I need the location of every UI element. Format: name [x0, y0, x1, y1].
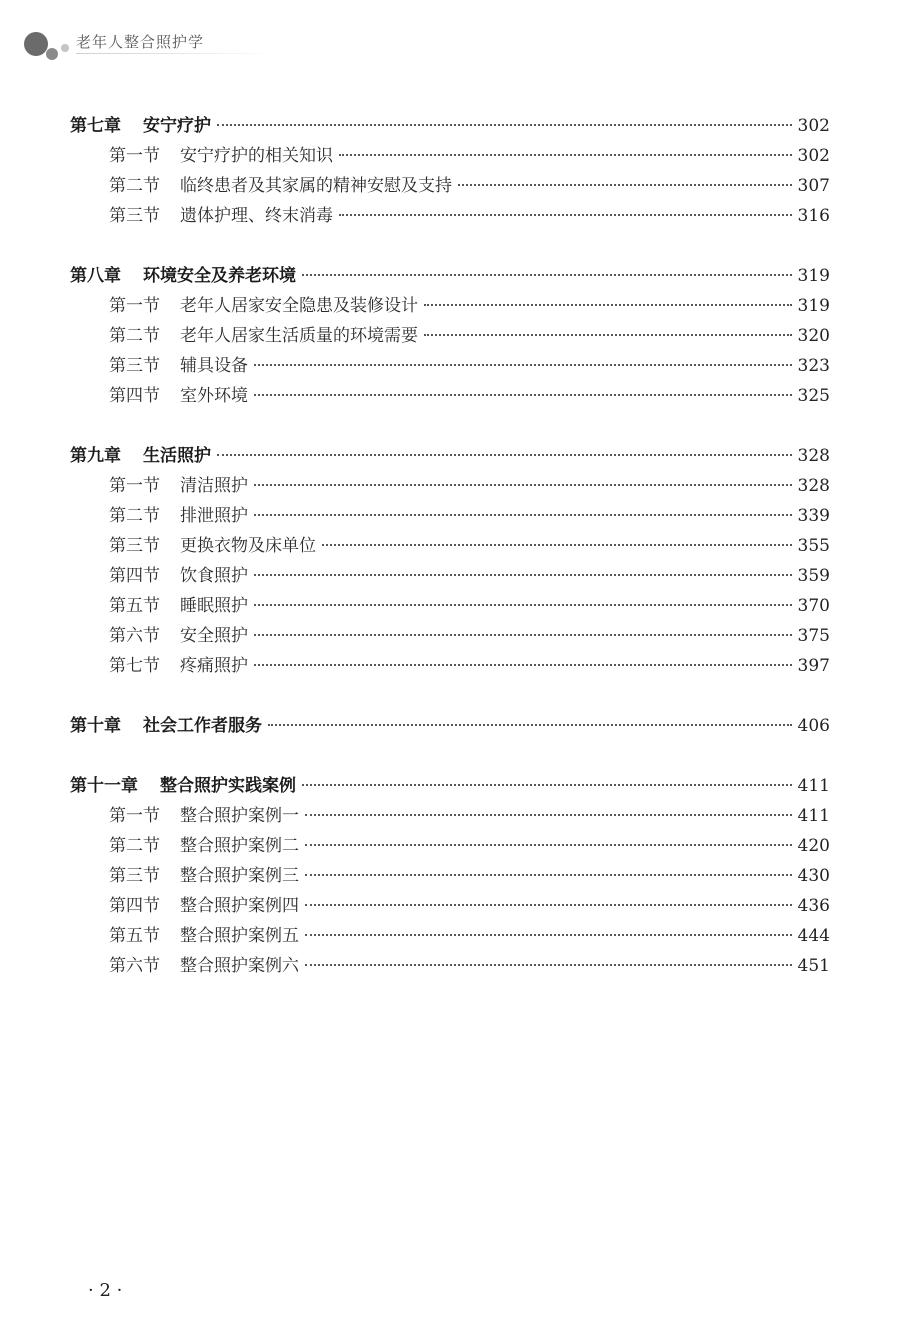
toc-chapter-entry[interactable] — [70, 711, 830, 741]
dot-leader — [305, 933, 792, 936]
header-rule — [76, 53, 276, 54]
section-number: 第五节 — [109, 926, 160, 946]
chapter-page: 319 — [797, 266, 830, 286]
dot-leader — [424, 333, 792, 336]
page-number: · 2 · — [88, 1280, 123, 1301]
section-page: 430 — [797, 866, 830, 886]
section-title: 整合照护案例二 — [180, 836, 299, 856]
chapter-number: 第九章 — [70, 446, 121, 466]
toc-chapter-entry[interactable] — [70, 261, 830, 291]
dot-leader — [305, 903, 792, 906]
dot-leader — [217, 453, 792, 456]
section-number: 第二节 — [109, 176, 160, 196]
section-page: 307 — [797, 176, 830, 196]
section-page: 302 — [797, 146, 830, 166]
section-page: 359 — [797, 566, 830, 586]
section-page: 451 — [797, 956, 830, 976]
toc-chapter-entry[interactable] — [70, 771, 830, 801]
toc-section-entry[interactable] — [70, 801, 830, 831]
dot-leader — [254, 603, 792, 606]
book-title: 老年人整合照护学 — [76, 33, 205, 51]
section-title: 遗体护理、终末消毒 — [180, 206, 333, 226]
section-number: 第四节 — [109, 896, 160, 916]
dot-leader — [254, 633, 792, 636]
toc-section-entry[interactable] — [70, 561, 830, 591]
chapter-number: 第十一章 — [70, 776, 138, 796]
toc-chapter-entry[interactable] — [70, 441, 830, 471]
toc-section-entry[interactable] — [70, 321, 830, 351]
circles-logo-icon — [20, 26, 76, 66]
toc-section-entry[interactable] — [70, 141, 830, 171]
toc-chapter — [70, 261, 830, 411]
section-number: 第二节 — [109, 326, 160, 346]
dot-leader — [424, 303, 792, 306]
section-title: 排泄照护 — [180, 506, 248, 526]
section-page: 411 — [797, 806, 830, 826]
section-number: 第三节 — [109, 536, 160, 556]
section-title: 整合照护案例四 — [180, 896, 299, 916]
toc-section-entry[interactable] — [70, 351, 830, 381]
section-page: 355 — [797, 536, 830, 556]
section-title: 整合照护案例三 — [180, 866, 299, 886]
section-title: 饮食照护 — [180, 566, 248, 586]
dot-leader — [254, 393, 792, 396]
toc-section-entry[interactable] — [70, 171, 830, 201]
section-title: 整合照护案例六 — [180, 956, 299, 976]
section-title: 更换衣物及床单位 — [180, 536, 316, 556]
dot-leader — [339, 153, 792, 156]
section-page: 397 — [797, 656, 830, 676]
section-number: 第一节 — [109, 806, 160, 826]
section-title: 清洁照护 — [180, 476, 248, 496]
dot-leader — [217, 123, 792, 126]
dot-leader — [458, 183, 792, 186]
section-title: 安宁疗护的相关知识 — [180, 146, 333, 166]
section-number: 第二节 — [109, 836, 160, 856]
toc-section-entry[interactable] — [70, 591, 830, 621]
chapter-title: 安宁疗护 — [143, 116, 211, 136]
section-title: 睡眠照护 — [180, 596, 248, 616]
dot-leader — [322, 543, 792, 546]
section-page: 325 — [797, 386, 830, 406]
section-number: 第七节 — [109, 656, 160, 676]
dot-leader — [254, 483, 792, 486]
section-page: 323 — [797, 356, 830, 376]
section-page: 444 — [797, 926, 830, 946]
chapter-number: 第七章 — [70, 116, 121, 136]
dot-leader — [254, 513, 792, 516]
dot-leader — [305, 813, 792, 816]
section-title: 辅具设备 — [180, 356, 248, 376]
section-number: 第四节 — [109, 566, 160, 586]
toc-section-entry[interactable] — [70, 891, 830, 921]
toc-section-entry[interactable] — [70, 921, 830, 951]
dot-leader — [305, 873, 792, 876]
toc-section-entry[interactable] — [70, 531, 830, 561]
section-number: 第一节 — [109, 146, 160, 166]
section-page: 319 — [797, 296, 830, 316]
section-number: 第一节 — [109, 296, 160, 316]
section-title: 疼痛照护 — [180, 656, 248, 676]
toc-section-entry[interactable] — [70, 831, 830, 861]
toc-chapter — [70, 441, 830, 681]
toc-section-entry[interactable] — [70, 381, 830, 411]
section-page: 375 — [797, 626, 830, 646]
chapter-title: 生活照护 — [143, 446, 211, 466]
section-number: 第三节 — [109, 356, 160, 376]
dot-leader — [305, 963, 792, 966]
section-page: 328 — [797, 476, 830, 496]
dot-leader — [302, 783, 792, 786]
section-title: 老年人居家生活质量的环境需要 — [180, 326, 418, 346]
section-number: 第三节 — [109, 866, 160, 886]
chapter-title: 整合照护实践案例 — [160, 776, 296, 796]
dot-leader — [339, 213, 792, 216]
toc-chapter-entry[interactable] — [70, 111, 830, 141]
section-page: 370 — [797, 596, 830, 616]
chapter-page: 302 — [797, 116, 830, 136]
chapter-page: 411 — [797, 776, 830, 796]
section-number: 第三节 — [109, 206, 160, 226]
section-page: 420 — [797, 836, 830, 856]
section-number: 第二节 — [109, 506, 160, 526]
section-title: 安全照护 — [180, 626, 248, 646]
table-of-contents — [70, 111, 830, 1011]
dot-leader — [305, 843, 792, 846]
toc-section-entry[interactable] — [70, 471, 830, 501]
section-page: 320 — [797, 326, 830, 346]
section-number: 第四节 — [109, 386, 160, 406]
section-page: 339 — [797, 506, 830, 526]
section-title: 老年人居家安全隐患及装修设计 — [180, 296, 418, 316]
chapter-title: 社会工作者服务 — [143, 716, 262, 736]
chapter-page: 328 — [797, 446, 830, 466]
chapter-number: 第十章 — [70, 716, 121, 736]
toc-section-entry[interactable] — [70, 501, 830, 531]
section-title: 临终患者及其家属的精神安慰及支持 — [180, 176, 452, 196]
chapter-number: 第八章 — [70, 266, 121, 286]
section-page: 316 — [797, 206, 830, 226]
toc-chapter — [70, 711, 830, 741]
toc-section-entry[interactable] — [70, 951, 830, 981]
section-number: 第一节 — [109, 476, 160, 496]
toc-section-entry[interactable] — [70, 201, 830, 231]
dot-leader — [254, 573, 792, 576]
section-number: 第五节 — [109, 596, 160, 616]
section-page: 436 — [797, 896, 830, 916]
toc-chapter — [70, 771, 830, 981]
section-title: 室外环境 — [180, 386, 248, 406]
dot-leader — [254, 663, 792, 666]
chapter-page: 406 — [797, 716, 830, 736]
toc-section-entry[interactable] — [70, 861, 830, 891]
section-number: 第六节 — [109, 626, 160, 646]
toc-section-entry[interactable] — [70, 651, 830, 681]
section-number: 第六节 — [109, 956, 160, 976]
toc-section-entry[interactable] — [70, 621, 830, 651]
toc-chapter — [70, 111, 830, 231]
toc-section-entry[interactable] — [70, 291, 830, 321]
chapter-title: 环境安全及养老环境 — [143, 266, 296, 286]
dot-leader — [302, 273, 792, 276]
section-title: 整合照护案例一 — [180, 806, 299, 826]
dot-leader — [268, 723, 792, 726]
dot-leader — [254, 363, 792, 366]
section-title: 整合照护案例五 — [180, 926, 299, 946]
page-header — [0, 0, 900, 70]
